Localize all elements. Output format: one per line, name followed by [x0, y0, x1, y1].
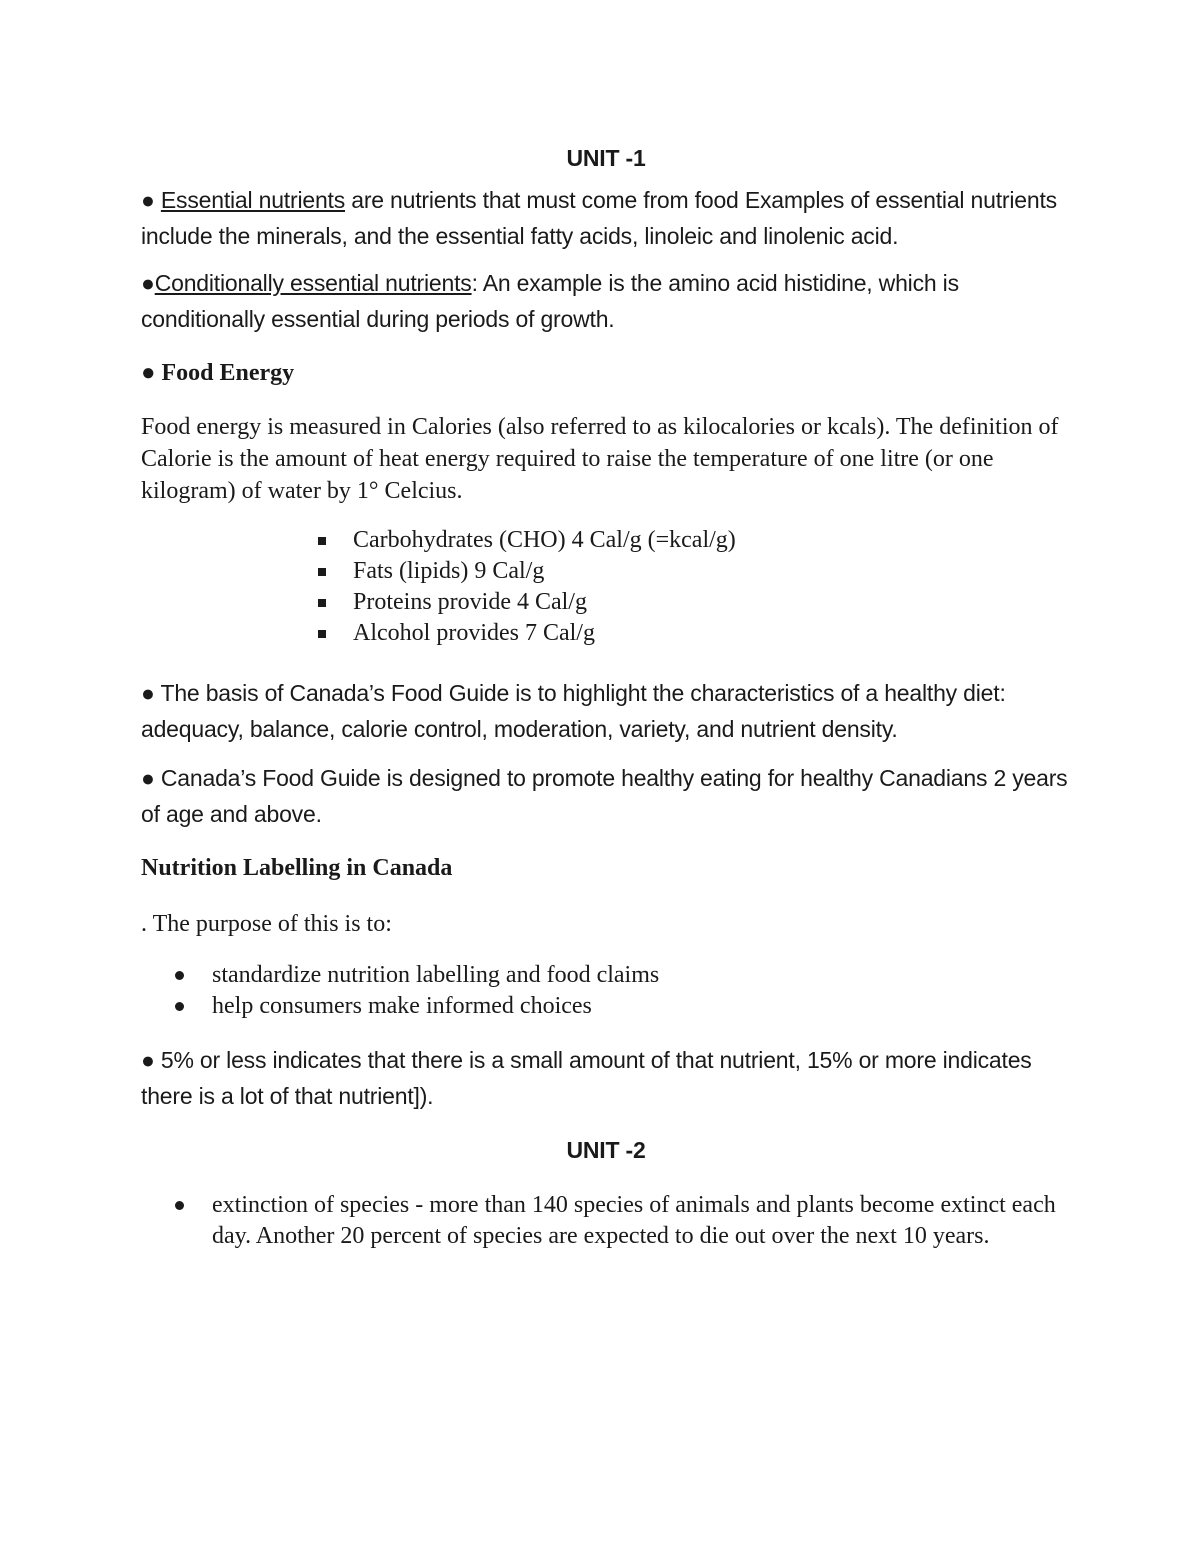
- calorie-list: [141, 525, 1071, 649]
- list-item-text: Proteins provide 4 Cal/g: [353, 589, 587, 615]
- list-item: [353, 618, 1071, 649]
- bullet-glyph: ●: [141, 187, 161, 213]
- unit-1-heading: UNIT -1: [566, 145, 646, 171]
- essential-nutrients-paragraph: [141, 182, 1071, 254]
- disc-bullet-icon: [175, 1002, 184, 1011]
- food-energy-heading: ● Food Energy: [141, 360, 295, 386]
- food-energy-definition: Food energy is measured in Calories (also referred to as kilocalories or kcals). The definition of Calorie is the amount of heat energy required to raise the temperature of one litre (or one kilogram) of water by 1° Celcius.: [141, 414, 1059, 504]
- list-item-text: help consumers make informed choices: [212, 993, 592, 1019]
- list-item-text: Alcohol provides 7 Cal/g: [353, 620, 595, 646]
- nutrition-labelling-heading: Nutrition Labelling in Canada: [141, 855, 453, 881]
- essential-nutrients-term: Essential nutrients: [160, 187, 346, 213]
- labelling-purpose-list: [141, 960, 1071, 1022]
- unit-2-heading: UNIT -2: [566, 1137, 646, 1163]
- list-item: [353, 587, 1071, 618]
- conditional-nutrients-paragraph: [141, 265, 1071, 337]
- document-page: [141, 140, 1071, 1272]
- list-item: [212, 991, 1071, 1022]
- list-item: [212, 1190, 1071, 1252]
- square-bullet-icon: [318, 537, 326, 545]
- list-item: [353, 556, 1071, 587]
- percent-daily-value-paragraph: ● 5% or less indicates that there is a small amount of that nutrient, 15% or more indicates there is a lot of that nutrient]).: [141, 1047, 1032, 1109]
- conditional-nutrients-term: Conditionally essential nutrients: [154, 270, 472, 296]
- list-item-text: Fats (lipids) 9 Cal/g: [353, 558, 545, 584]
- list-item: [353, 525, 1071, 556]
- bullet-glyph: ●: [141, 270, 155, 296]
- list-item-text: extinction of species - more than 140 species of animals and plants become extinct each day. Another 20 percent of species are expected to die out over the next 10 years.: [212, 1192, 1056, 1249]
- square-bullet-icon: [318, 630, 326, 638]
- list-item-text: Carbohydrates (CHO) 4 Cal/g (=kcal/g): [353, 527, 736, 553]
- essential-nutrients-text: are nutrients that must come from food Examples of essential nutrients include the minerals, and the essential fatty acids, linoleic and linolenic acid.: [141, 187, 1057, 249]
- unit-2-list: [141, 1190, 1071, 1252]
- food-guide-basis-paragraph: ● The basis of Canada’s Food Guide is to highlight the characteristics of a healthy diet: adequacy, balance, calorie control, moderation, variety, and nutrient density.: [141, 680, 1006, 742]
- square-bullet-icon: [318, 599, 326, 607]
- square-bullet-icon: [318, 568, 326, 576]
- list-item: [212, 960, 1071, 991]
- food-guide-purpose-paragraph: ● Canada’s Food Guide is designed to promote healthy eating for healthy Canadians 2 years of age and above.: [141, 765, 1068, 827]
- disc-bullet-icon: [175, 1201, 184, 1210]
- disc-bullet-icon: [175, 971, 184, 980]
- list-item-text: standardize nutrition labelling and food claims: [212, 962, 660, 988]
- labelling-purpose-paragraph: . The purpose of this is to:: [141, 911, 392, 937]
- conditional-nutrients-text: : An example is the amino acid histidine, which is conditionally essential during periods of growth.: [141, 270, 959, 332]
